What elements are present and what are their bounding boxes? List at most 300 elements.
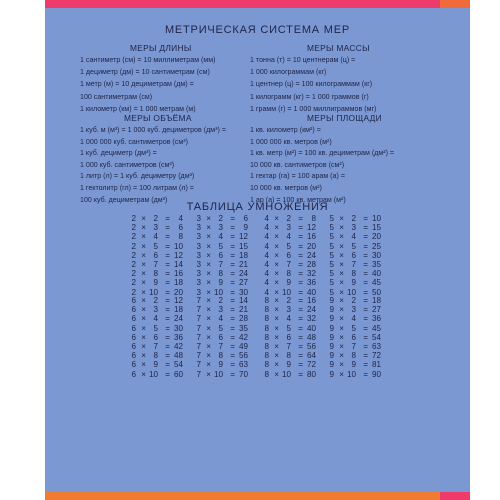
multiplication-cell: 5 bbox=[329, 269, 334, 279]
multiplication-cell: × bbox=[339, 342, 344, 351]
multiplication-cell: 3 bbox=[196, 250, 201, 260]
multiplication-cell: × bbox=[141, 323, 146, 333]
multiplication-cell: × bbox=[274, 223, 279, 233]
bottom-stripe-corner bbox=[440, 492, 470, 500]
multiplication-cell: × bbox=[141, 260, 146, 269]
multiplication-row bbox=[326, 370, 381, 380]
multiplication-cell: 2 bbox=[131, 287, 136, 297]
multiplication-cell: × bbox=[206, 260, 211, 269]
multiplication-cell: = bbox=[165, 269, 170, 279]
multiplication-cell: 2 bbox=[131, 223, 136, 233]
multiplication-cell: 14 bbox=[238, 296, 248, 305]
multiplication-cell: = bbox=[230, 296, 235, 305]
area-line: 1 000 000 кв. метров (м²) bbox=[250, 137, 332, 146]
volume-line: 1 литр (л) = 1 куб. дециметру (дм³) bbox=[80, 172, 195, 181]
multiplication-cell: 20 bbox=[306, 241, 316, 251]
multiplication-cell: × bbox=[274, 260, 279, 269]
multiplication-cell: 6 bbox=[351, 250, 356, 260]
multiplication-cell: = bbox=[298, 342, 303, 351]
multiplication-cell: 7 bbox=[196, 314, 201, 324]
multiplication-cell: = bbox=[165, 232, 170, 242]
multiplication-cell: = bbox=[165, 305, 170, 315]
multiplication-cell: 6 bbox=[131, 332, 136, 342]
multiplication-cell: = bbox=[230, 342, 235, 351]
mass-line: 1 килограмм (кг) = 1 000 граммов (г) bbox=[250, 92, 369, 101]
multiplication-cell: 54 bbox=[371, 332, 381, 342]
multiplication-cell: 30 bbox=[371, 250, 381, 260]
multiplication-cell: × bbox=[141, 351, 146, 361]
multiplication-cell: = bbox=[363, 269, 368, 279]
multiplication-cell: 15 bbox=[238, 241, 248, 251]
multiplication-cell: = bbox=[165, 250, 170, 260]
multiplication-cell: 16 bbox=[306, 296, 316, 305]
multiplication-row bbox=[193, 370, 248, 380]
multiplication-cell: 5 bbox=[351, 241, 356, 251]
multiplication-cell: 42 bbox=[173, 342, 183, 351]
area-line: 10 000 кв. метров (м²) bbox=[250, 184, 322, 192]
multiplication-cell: = bbox=[165, 214, 170, 223]
multiplication-cell: = bbox=[230, 314, 235, 324]
multiplication-cell: 7 bbox=[196, 332, 201, 342]
multiplication-cell: 4 bbox=[264, 260, 269, 269]
multiplication-cell: 3 bbox=[351, 305, 356, 315]
notebook-cover bbox=[45, 0, 470, 500]
multiplication-cell: 72 bbox=[371, 351, 381, 361]
multiplication-cell: 8 bbox=[264, 332, 269, 342]
multiplication-cell: 3 bbox=[196, 232, 201, 242]
area-line: 1 гектар (га) = 100 арам (а) = bbox=[250, 172, 345, 181]
multiplication-cell: 7 bbox=[351, 260, 356, 269]
multiplication-cell: 7 bbox=[286, 342, 291, 351]
multiplication-cell: × bbox=[141, 232, 146, 242]
multiplication-cell: 4 bbox=[264, 250, 269, 260]
multiplication-cell: 3 bbox=[153, 305, 158, 315]
multiplication-cell: 7 bbox=[196, 342, 201, 351]
volume-line: 1 гектолитр (гл) = 100 литрам (л) = bbox=[80, 184, 194, 192]
multiplication-cell: 24 bbox=[306, 305, 316, 315]
multiplication-cell: × bbox=[274, 232, 279, 242]
multiplication-cell: × bbox=[339, 332, 344, 342]
multiplication-cell: 7 bbox=[196, 351, 201, 361]
multiplication-cell: = bbox=[298, 296, 303, 305]
multiplication-cell: 8 bbox=[178, 232, 183, 242]
multiplication-cell: × bbox=[141, 269, 146, 279]
multiplication-cell: × bbox=[339, 260, 344, 269]
multiplication-cell: 12 bbox=[238, 232, 248, 242]
volume-line: 1 куб. м (м³) = 1 000 куб. дециметров (дм³) = bbox=[80, 126, 226, 134]
multiplication-cell: × bbox=[274, 278, 279, 288]
mass-line: 1 грамм (г) = 1 000 миллиграммов (мг) bbox=[250, 104, 377, 113]
multiplication-cell: = bbox=[363, 214, 368, 223]
multiplication-cell: 6 bbox=[131, 342, 136, 351]
multiplication-cell: 2 bbox=[286, 214, 291, 223]
multiplication-cell: × bbox=[141, 342, 146, 351]
multiplication-cell: 2 bbox=[351, 214, 356, 223]
multiplication-cell: 3 bbox=[286, 223, 291, 233]
multiplication-cell: = bbox=[230, 250, 235, 260]
multiplication-cell: 9 bbox=[351, 278, 356, 288]
multiplication-cell: 2 bbox=[131, 278, 136, 288]
multiplication-cell: × bbox=[339, 351, 344, 361]
multiplication-cell: 10 bbox=[371, 214, 381, 223]
multiplication-cell: 2 bbox=[351, 296, 356, 305]
multiplication-cell: × bbox=[274, 305, 279, 315]
multiplication-cell: = bbox=[165, 323, 170, 333]
multiplication-cell: = bbox=[165, 223, 170, 233]
multiplication-cell: 10 bbox=[148, 287, 158, 297]
multiplication-cell: 2 bbox=[131, 269, 136, 279]
multiplication-cell: 64 bbox=[306, 351, 316, 361]
multiplication-cell: 5 bbox=[153, 323, 158, 333]
multiplication-cell: = bbox=[363, 278, 368, 288]
multiplication-cell: 28 bbox=[238, 314, 248, 324]
multiplication-cell: 30 bbox=[173, 323, 183, 333]
multiplication-cell: 54 bbox=[173, 360, 183, 370]
multiplication-cell: = bbox=[298, 305, 303, 315]
multiplication-cell: 49 bbox=[238, 342, 248, 351]
multiplication-cell: 27 bbox=[238, 278, 248, 288]
multiplication-cell: 9 bbox=[243, 223, 248, 233]
multiplication-cell: 12 bbox=[306, 223, 316, 233]
multiplication-cell: 21 bbox=[238, 305, 248, 315]
multiplication-cell: 8 bbox=[218, 351, 223, 361]
volume-line: 1 куб. дециметр (дм³) = bbox=[80, 149, 157, 158]
multiplication-cell: 72 bbox=[306, 360, 316, 370]
multiplication-cell: × bbox=[339, 214, 344, 223]
multiplication-cell: 9 bbox=[218, 360, 223, 370]
multiplication-cell: 27 bbox=[371, 305, 381, 315]
multiplication-cell: 5 bbox=[329, 241, 334, 251]
multiplication-cell: 5 bbox=[286, 323, 291, 333]
multiplication-cell: 6 bbox=[131, 360, 136, 370]
multiplication-cell: 8 bbox=[264, 305, 269, 315]
multiplication-cell: 5 bbox=[329, 260, 334, 269]
multiplication-cell: × bbox=[141, 278, 146, 288]
multiplication-cell: 10 bbox=[173, 241, 183, 251]
multiplication-cell: 5 bbox=[329, 214, 334, 223]
multiplication-cell: 9 bbox=[329, 314, 334, 324]
multiplication-cell: 7 bbox=[153, 260, 158, 269]
multiplication-cell: = bbox=[230, 332, 235, 342]
multiplication-cell: 7 bbox=[196, 323, 201, 333]
multiplication-cell: 5 bbox=[286, 241, 291, 251]
multiplication-cell: 5 bbox=[329, 223, 334, 233]
multiplication-cell: × bbox=[339, 250, 344, 260]
multiplication-cell: × bbox=[274, 241, 279, 251]
multiplication-cell: × bbox=[141, 314, 146, 324]
multiplication-cell: 7 bbox=[286, 260, 291, 269]
multiplication-cell: 9 bbox=[329, 369, 334, 379]
multiplication-cell: × bbox=[339, 223, 344, 233]
multiplication-cell: × bbox=[206, 232, 211, 242]
length-heading: МЕРЫ ДЛИНЫ bbox=[130, 43, 192, 53]
multiplication-cell: 2 bbox=[131, 250, 136, 260]
multiplication-cell: 9 bbox=[329, 296, 334, 305]
multiplication-cell: 8 bbox=[264, 296, 269, 305]
multiplication-cell: × bbox=[206, 314, 211, 324]
multiplication-cell: = bbox=[230, 232, 235, 242]
multiplication-cell: = bbox=[298, 287, 303, 297]
multiplication-cell: 7 bbox=[351, 342, 356, 351]
multiplication-cell: × bbox=[206, 250, 211, 260]
multiplication-cell: 4 bbox=[264, 223, 269, 233]
multiplication-cell: 2 bbox=[131, 232, 136, 242]
multiplication-cell: × bbox=[206, 323, 211, 333]
multiplication-cell: 6 bbox=[178, 223, 183, 233]
multiplication-cell: = bbox=[298, 250, 303, 260]
multiplication-cell: 6 bbox=[131, 314, 136, 324]
multiplication-cell: = bbox=[298, 360, 303, 370]
multiplication-cell: = bbox=[165, 360, 170, 370]
multiplication-cell: 9 bbox=[329, 342, 334, 351]
multiplication-cell: = bbox=[230, 360, 235, 370]
multiplication-cell: 24 bbox=[173, 314, 183, 324]
multiplication-cell: 30 bbox=[238, 287, 248, 297]
multiplication-cell: = bbox=[165, 369, 170, 379]
multiplication-cell: 3 bbox=[196, 269, 201, 279]
multiplication-cell: = bbox=[298, 314, 303, 324]
multiplication-cell: 16 bbox=[306, 232, 316, 242]
multiplication-cell: 56 bbox=[306, 342, 316, 351]
multiplication-cell: 35 bbox=[238, 323, 248, 333]
multiplication-cell: = bbox=[363, 260, 368, 269]
multiplication-cell: 63 bbox=[371, 342, 381, 351]
multiplication-cell: 7 bbox=[196, 305, 201, 315]
multiplication-cell: = bbox=[230, 369, 235, 379]
multiplication-cell: 4 bbox=[264, 214, 269, 223]
multiplication-cell: 9 bbox=[286, 360, 291, 370]
multiplication-cell: × bbox=[206, 369, 211, 379]
multiplication-cell: = bbox=[298, 278, 303, 288]
multiplication-cell: = bbox=[363, 232, 368, 242]
length-line: 1 сантиметр (см) = 10 миллиметрам (мм) bbox=[80, 56, 216, 64]
multiplication-cell: 8 bbox=[351, 269, 356, 279]
multiplication-cell: 5 bbox=[351, 323, 356, 333]
multiplication-cell: 7 bbox=[196, 369, 201, 379]
multiplication-cell: × bbox=[141, 223, 146, 233]
multiplication-cell: 6 bbox=[131, 305, 136, 315]
multiplication-cell: 6 bbox=[351, 332, 356, 342]
multiplication-cell: 6 bbox=[243, 214, 248, 223]
multiplication-cell: 5 bbox=[153, 241, 158, 251]
multiplication-cell: = bbox=[363, 287, 368, 297]
multiplication-cell: × bbox=[339, 278, 344, 288]
volume-line: 1 000 куб. сантиметров (см³) bbox=[80, 160, 175, 169]
multiplication-cell: 3 bbox=[196, 214, 201, 223]
multiplication-cell: = bbox=[230, 287, 235, 297]
multiplication-cell: × bbox=[274, 287, 279, 297]
multiplication-cell: = bbox=[363, 351, 368, 361]
multiplication-cell: = bbox=[230, 351, 235, 361]
multiplication-cell: = bbox=[230, 305, 235, 315]
multiplication-cell: 42 bbox=[238, 332, 248, 342]
multiplication-cell: 4 bbox=[351, 314, 356, 324]
multiplication-cell: = bbox=[230, 223, 235, 233]
multiplication-cell: = bbox=[165, 260, 170, 269]
multiplication-cell: × bbox=[339, 323, 344, 333]
multiplication-cell: 3 bbox=[153, 223, 158, 233]
multiplication-cell: 5 bbox=[218, 323, 223, 333]
multiplication-cell: 2 bbox=[286, 296, 291, 305]
multiplication-cell: 7 bbox=[218, 342, 223, 351]
multiplication-cell: 10 bbox=[213, 287, 223, 297]
multiplication-cell: 24 bbox=[238, 269, 248, 279]
multiplication-cell: = bbox=[230, 260, 235, 269]
multiplication-cell: × bbox=[339, 314, 344, 324]
multiplication-cell: 3 bbox=[286, 305, 291, 315]
length-line: 1 дециметр (дм) = 10 сантиметрам (см) bbox=[80, 68, 210, 77]
multiplication-cell: = bbox=[363, 314, 368, 324]
multiplication-cell: 36 bbox=[306, 278, 316, 288]
multiplication-cell: 6 bbox=[286, 250, 291, 260]
multiplication-cell: 10 bbox=[213, 369, 223, 379]
multiplication-cell: 40 bbox=[371, 269, 381, 279]
volume-line: 100 куб. дециметрам (дм³) bbox=[80, 195, 168, 204]
top-stripe bbox=[45, 0, 470, 8]
multiplication-cell: 6 bbox=[218, 250, 223, 260]
multiplication-row bbox=[128, 370, 183, 380]
multiplication-cell: 45 bbox=[371, 278, 381, 288]
multiplication-cell: 16 bbox=[173, 269, 183, 279]
multiplication-cell: 18 bbox=[173, 278, 183, 288]
top-stripe-corner bbox=[440, 0, 470, 8]
multiplication-cell: = bbox=[298, 232, 303, 242]
multiplication-cell: 4 bbox=[264, 232, 269, 242]
multiplication-cell: = bbox=[298, 369, 303, 379]
area-heading: МЕРЫ ПЛОЩАДИ bbox=[307, 113, 382, 123]
multiplication-cell: 18 bbox=[238, 250, 248, 260]
multiplication-cell: 21 bbox=[238, 260, 248, 269]
length-line: 1 километр (км) = 1 000 метрам (м) bbox=[80, 104, 196, 113]
multiplication-cell: × bbox=[141, 296, 146, 305]
multiplication-cell: 7 bbox=[196, 360, 201, 370]
multiplication-cell: 2 bbox=[131, 214, 136, 223]
multiplication-cell: 10 bbox=[148, 369, 158, 379]
multiplication-cell: 5 bbox=[218, 241, 223, 251]
multiplication-cell: = bbox=[363, 332, 368, 342]
multiplication-cell: 12 bbox=[173, 250, 183, 260]
multiplication-cell: 9 bbox=[286, 278, 291, 288]
multiplication-cell: × bbox=[274, 269, 279, 279]
multiplication-cell: × bbox=[274, 332, 279, 342]
multiplication-cell: 5 bbox=[329, 278, 334, 288]
multiplication-cell: 6 bbox=[153, 332, 158, 342]
multiplication-cell: = bbox=[165, 342, 170, 351]
multiplication-cell: = bbox=[363, 241, 368, 251]
multiplication-cell: 25 bbox=[371, 241, 381, 251]
multiplication-cell: 10 bbox=[346, 287, 356, 297]
multiplication-cell: 20 bbox=[173, 287, 183, 297]
mass-line: 1 тонна (т) = 10 центнерам (ц) = bbox=[250, 56, 356, 64]
multiplication-cell: × bbox=[339, 232, 344, 242]
multiplication-cell: = bbox=[298, 351, 303, 361]
multiplication-cell: 4 bbox=[264, 287, 269, 297]
multiplication-cell: 70 bbox=[238, 369, 248, 379]
multiplication-cell: 18 bbox=[371, 296, 381, 305]
multiplication-cell: 35 bbox=[371, 260, 381, 269]
multiplication-cell: 81 bbox=[371, 360, 381, 370]
multiplication-cell: × bbox=[274, 314, 279, 324]
multiplication-cell: × bbox=[274, 351, 279, 361]
multiplication-cell: 20 bbox=[371, 232, 381, 242]
multiplication-cell: 4 bbox=[351, 232, 356, 242]
multiplication-cell: = bbox=[298, 332, 303, 342]
multiplication-cell: 10 bbox=[281, 369, 291, 379]
multiplication-cell: 2 bbox=[153, 296, 158, 305]
multiplication-cell: × bbox=[206, 287, 211, 297]
multiplication-cell: 4 bbox=[264, 269, 269, 279]
area-line: 1 кв. километр (км²) = bbox=[250, 126, 321, 134]
multiplication-cell: × bbox=[141, 287, 146, 297]
mass-line: 1 000 килограммам (кг) bbox=[250, 68, 327, 77]
multiplication-cell: 8 bbox=[218, 269, 223, 279]
multiplication-cell: = bbox=[298, 260, 303, 269]
multiplication-cell: × bbox=[274, 323, 279, 333]
multiplication-cell: 4 bbox=[153, 314, 158, 324]
multiplication-cell: 8 bbox=[264, 360, 269, 370]
multiplication-cell: 3 bbox=[196, 278, 201, 288]
multiplication-cell: = bbox=[165, 332, 170, 342]
multiplication-row bbox=[261, 370, 316, 380]
multiplication-cell: = bbox=[363, 369, 368, 379]
multiplication-cell: × bbox=[274, 369, 279, 379]
multiplication-cell: 50 bbox=[371, 287, 381, 297]
multiplication-cell: = bbox=[363, 223, 368, 233]
multiplication-cell: 32 bbox=[306, 314, 316, 324]
multiplication-cell: 8 bbox=[264, 369, 269, 379]
area-line: 10 000 кв. сантиметров (см²) bbox=[250, 160, 345, 169]
multiplication-cell: 3 bbox=[196, 241, 201, 251]
bottom-stripe bbox=[45, 492, 470, 500]
multiplication-cell: × bbox=[206, 342, 211, 351]
multiplication-cell: 18 bbox=[173, 305, 183, 315]
multiplication-cell: × bbox=[141, 250, 146, 260]
multiplication-cell: 6 bbox=[131, 351, 136, 361]
multiplication-cell: × bbox=[206, 351, 211, 361]
multiplication-cell: = bbox=[298, 214, 303, 223]
volume-line: 1 000 000 куб. сантиметров (см³) bbox=[80, 137, 188, 146]
multiplication-cell: 3 bbox=[196, 260, 201, 269]
multiplication-cell: = bbox=[230, 269, 235, 279]
multiplication-cell: × bbox=[206, 296, 211, 305]
multiplication-cell: = bbox=[230, 241, 235, 251]
multiplication-cell: 10 bbox=[346, 369, 356, 379]
multiplication-cell: = bbox=[165, 241, 170, 251]
multiplication-cell: 2 bbox=[131, 241, 136, 251]
multiplication-cell: 9 bbox=[329, 360, 334, 370]
multiplication-cell: 3 bbox=[196, 287, 201, 297]
multiplication-cell: = bbox=[165, 287, 170, 297]
multiplication-cell: 7 bbox=[218, 260, 223, 269]
multiplication-cell: 40 bbox=[306, 287, 316, 297]
multiplication-cell: 12 bbox=[173, 296, 183, 305]
multiplication-cell: 8 bbox=[311, 214, 316, 223]
multiplication-cell: × bbox=[206, 360, 211, 370]
multiplication-cell: 36 bbox=[371, 314, 381, 324]
multiplication-cell: × bbox=[339, 269, 344, 279]
multiplication-cell: = bbox=[363, 296, 368, 305]
mass-line: 1 центнер (ц) = 100 килограммам (кг) bbox=[250, 80, 373, 89]
multiplication-cell: × bbox=[274, 214, 279, 223]
multiplication-cell: = bbox=[298, 269, 303, 279]
multiplication-cell: 8 bbox=[264, 351, 269, 361]
multiplication-cell: 4 bbox=[218, 314, 223, 324]
multiplication-cell: 6 bbox=[153, 250, 158, 260]
multiplication-cell: = bbox=[298, 241, 303, 251]
multiplication-cell: = bbox=[363, 305, 368, 315]
multiplication-cell: 9 bbox=[153, 360, 158, 370]
multiplication-cell: × bbox=[141, 369, 146, 379]
